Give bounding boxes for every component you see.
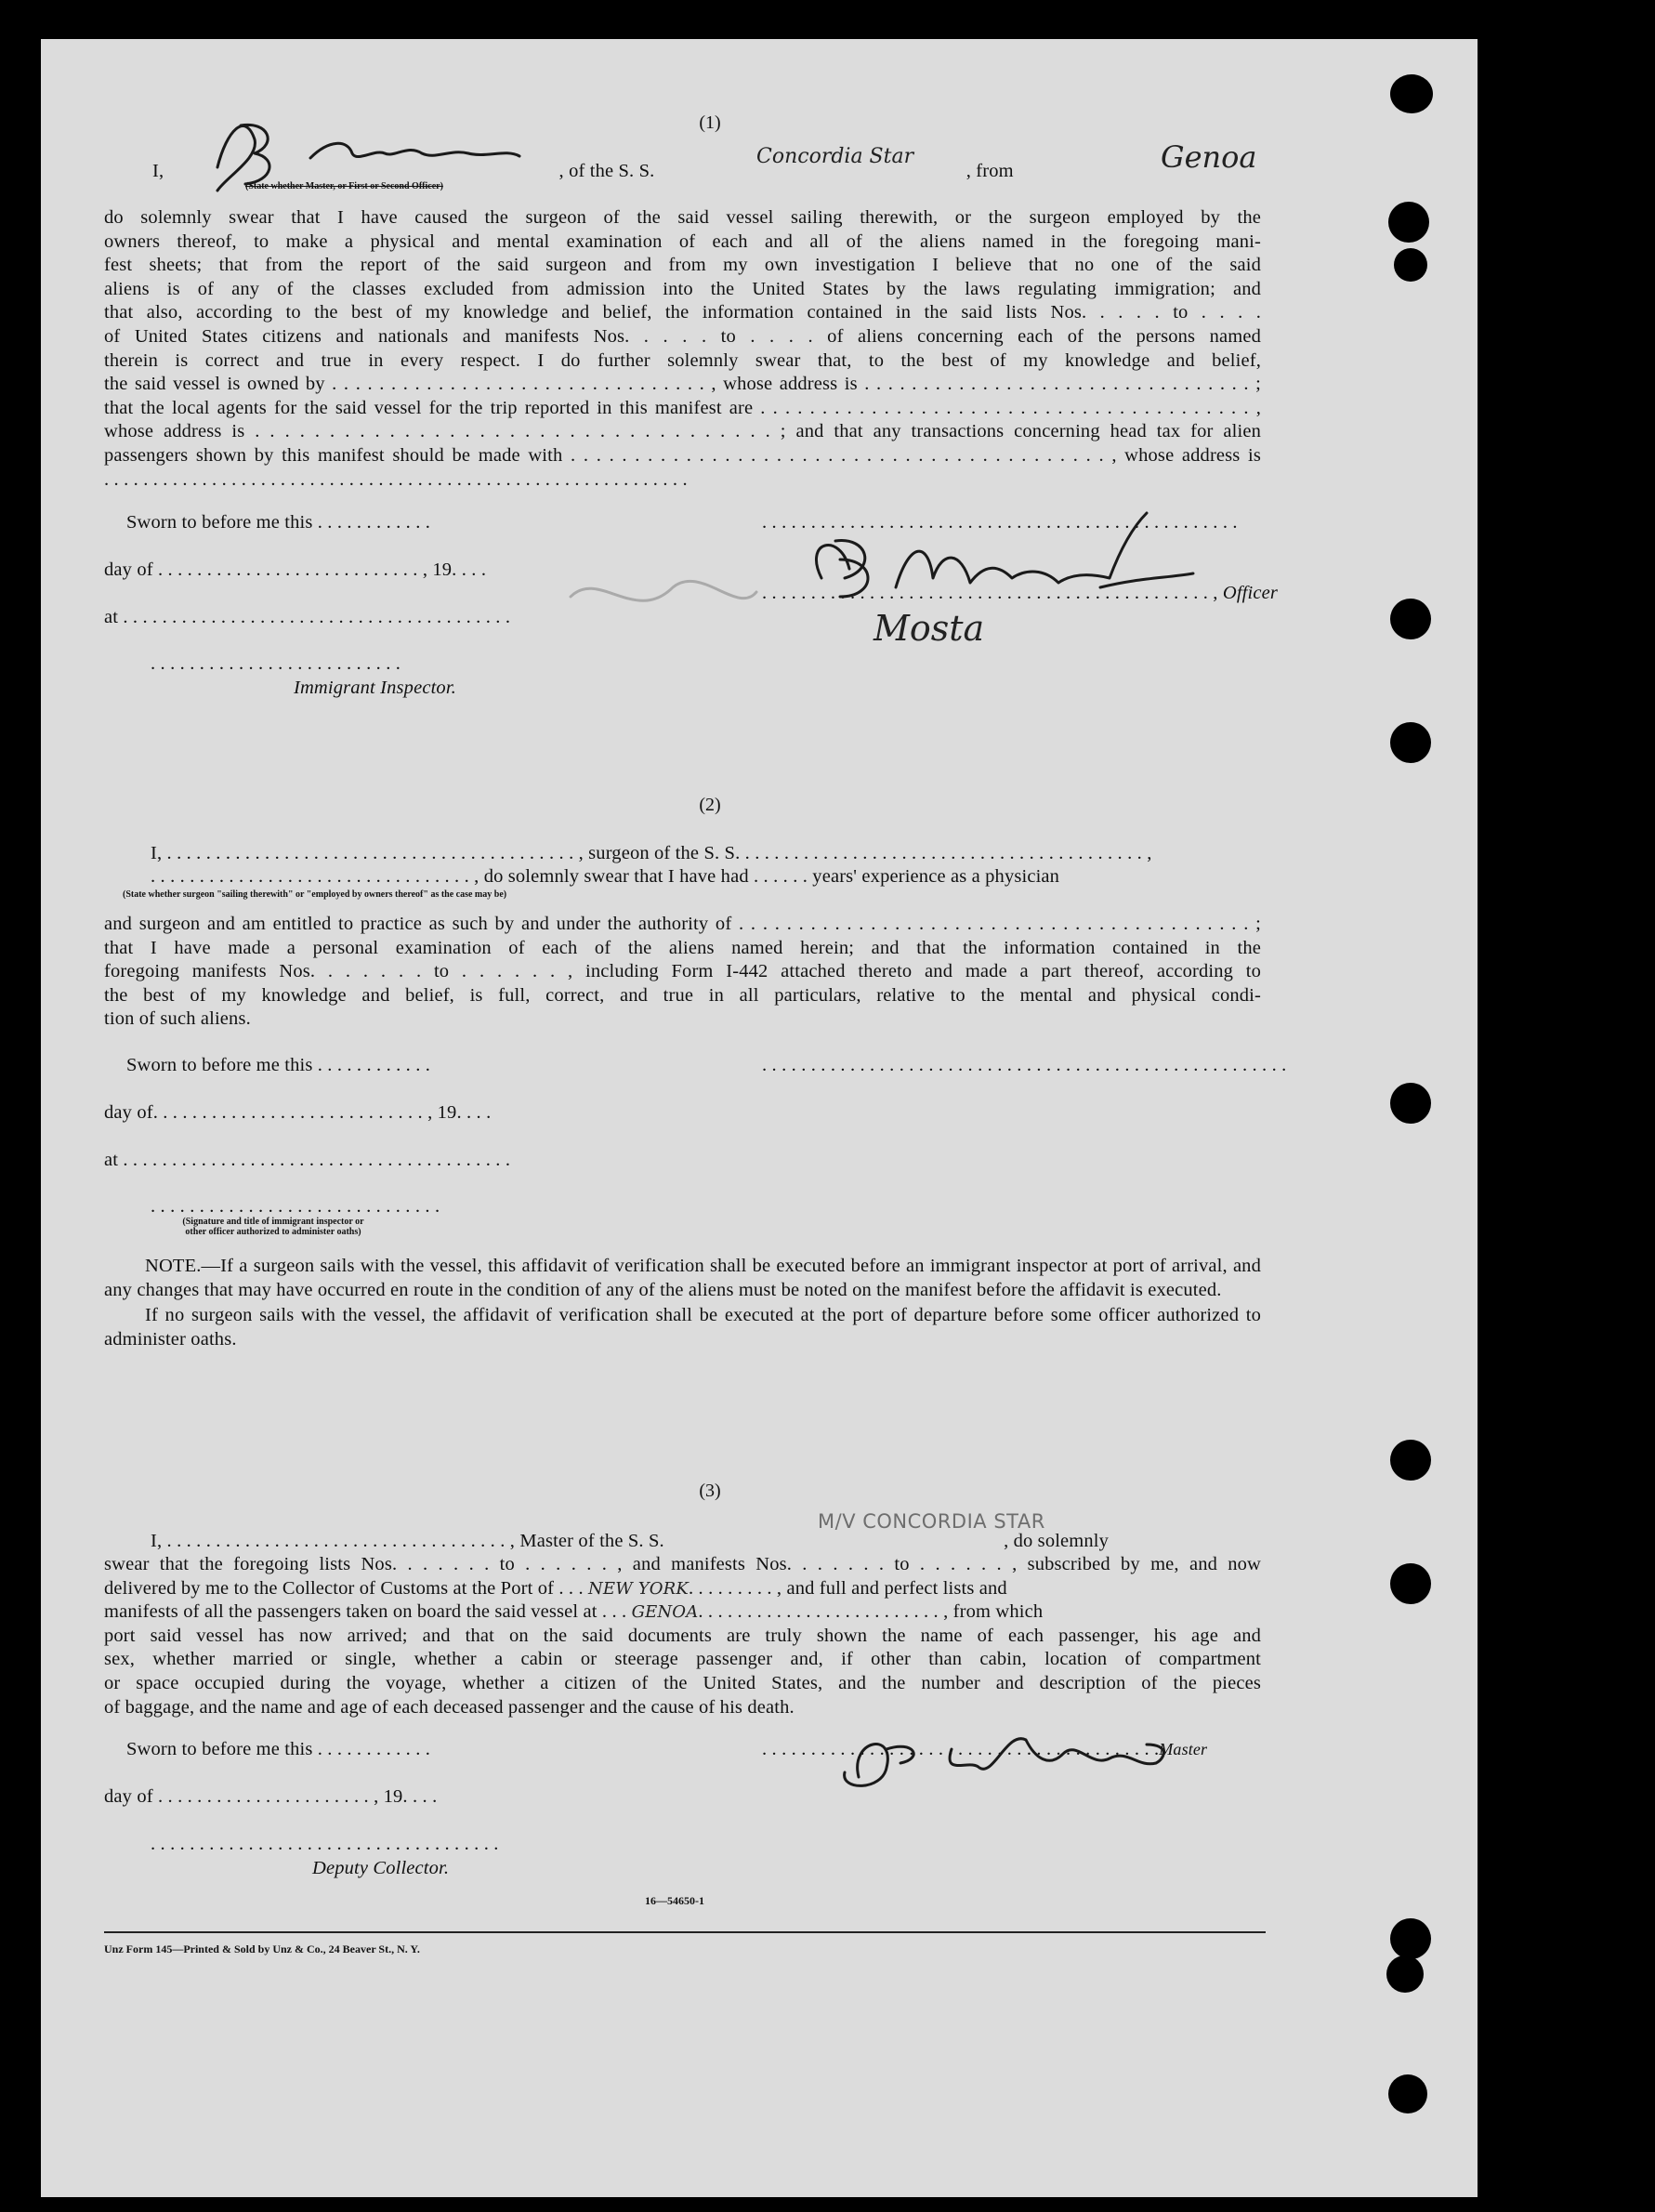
s1-inspector-title: Immigrant Inspector. bbox=[294, 678, 456, 698]
s1-officer-dots: . . . . . . . . . . . . . . . . . . . . . . . . . . . . . . . . . . . . . . . . . . . . . . , bbox=[762, 583, 1223, 603]
s3-day-line: day of . . . . . . . . . . . . . . . . . . . . . . , 19. . . . bbox=[104, 1786, 438, 1807]
s1-master-signature-top bbox=[190, 102, 608, 204]
s1-officer-rank-handwriting: Mosta bbox=[873, 608, 985, 649]
s3-collector-dots: . . . . . . . . . . . . . . . . . . . . . . . . . . . . . . . . . . . . bbox=[151, 1834, 499, 1854]
s3-line-4 bbox=[104, 1600, 1261, 1625]
binder-hole-3 bbox=[1394, 248, 1427, 282]
s3-port-handwriting: NEW YORK bbox=[588, 1578, 689, 1599]
s3-body-line-3: or space occupied during the voyage, whether a citizen of the United States, and the number and description of the pieces bbox=[104, 1672, 1261, 1693]
binder-hole-10 bbox=[1386, 1955, 1424, 1993]
s1-inspector-dots: . . . . . . . . . . . . . . . . . . . . . . . . . . bbox=[151, 653, 401, 674]
s2-sig-dots: . . . . . . . . . . . . . . . . . . . . . . . . . . . . . . . . . . . . . . . . . . . . . . . . . . . . . . bbox=[762, 1055, 1287, 1075]
s2-body-line-4: the best of my knowledge and belief, is full, correct, and true in all particulars, relative to the mental and physical condi- bbox=[104, 984, 1261, 1006]
section-3-body bbox=[104, 1553, 1261, 1719]
s3-master-dots: . . . . . . . . . . . . . . . . . . . . . . . . . . . . . . . . . . . . . . . . . bbox=[762, 1739, 1160, 1759]
s2-note-p1: NOTE.—If a surgeon sails with the vessel, this affidavit of verification shall be executed before an immigrant inspector at port of arrival, and any changes that may have occurred en route in the condition of any of the aliens must be noted on the manifest before the affidavit is executed. bbox=[104, 1256, 1261, 1300]
s2-line-2: . . . . . . . . . . . . . . . . . . . . . . . . . . . . . . . . . , do solemnly swear that I have had . . . . . . years' experience as a physician bbox=[151, 866, 1060, 887]
s3-line-3 bbox=[104, 1577, 1261, 1601]
section-3-number: (3) bbox=[699, 1481, 721, 1501]
s2-line-1: I, . . . . . . . . . . . . . . . . . . . . . . . . . . . . . . . . . . . . . . . . . . , surgeon of the S. S. . . . . . . . . . . . . . . . . . . . . . . . . . . . . . . . . . . . . . . . . . , bbox=[151, 843, 1152, 863]
binder-hole-4 bbox=[1390, 599, 1431, 639]
section-1-of-ss-label: , of the S. S. bbox=[558, 161, 660, 181]
s1-line-7: therein is correct and true in every respect. I do further solemnly swear that, to the best of my knowledge and belief, bbox=[104, 349, 1261, 371]
s2-body-line-5: tion of such aliens. bbox=[104, 1008, 251, 1030]
s3-line-1 bbox=[151, 1530, 1109, 1554]
s3-body-line-4: of baggage, and the name and age of each deceased passenger and the cause of his death. bbox=[104, 1696, 795, 1718]
s2-body-line-2: that I have made a personal examination of each of the aliens named herein; and that the information contained in the bbox=[104, 937, 1261, 958]
binder-hole-9 bbox=[1390, 1918, 1431, 1959]
s1-line-10: whose address is . . . . . . . . . . . . . . . . . . . . . . . . . . . . . . . . . . . ; and that any transactions concerning head tax for alien bbox=[104, 421, 1261, 442]
s1-line-3: fest sheets; that from the report of the said surgeon and from my own investigation I believe that no one of the said bbox=[104, 255, 1261, 276]
section-1-from-handwriting: Genoa bbox=[1161, 139, 1257, 175]
binder-hole-5 bbox=[1390, 722, 1431, 763]
s3-ship-stamp: M/V CONCORDIA STAR bbox=[818, 1510, 1045, 1533]
manifest-affidavit-page bbox=[41, 39, 1478, 2197]
s3-line-1-c: , do solemnly bbox=[1004, 1531, 1110, 1551]
s1-officer-signature bbox=[747, 485, 1268, 625]
s2-surgeon-note: (State whether surgeon "sailing therewith" or "employed by owners thereof" as the case may be) bbox=[123, 889, 507, 900]
section-2-number: (2) bbox=[699, 795, 721, 815]
s3-line-4-b: . . . . . . . . . . . . . . . . . . . . . . . . . , from which bbox=[698, 1601, 1044, 1623]
s1-day-line: day of . . . . . . . . . . . . . . . . . . . . . . . . . . . , 19. . . . bbox=[104, 560, 487, 580]
s1-bleed-through bbox=[561, 560, 766, 634]
s1-line-11: passengers shown by this manifest should be made with . . . . . . . . . . . . . . . . . . . . . . . . . . . . . . . . . . . . . . . . . . , whose address is bbox=[104, 444, 1261, 466]
section-1-from-label: , from bbox=[965, 161, 1014, 181]
section-2-body bbox=[104, 913, 1261, 1032]
s3-line-2: swear that the foregoing lists Nos. . . . . . . to . . . . . . , and manifests Nos. . . . . . . to . . . . . . , subscribed by me, and now bbox=[104, 1554, 1261, 1574]
s1-line-4: aliens is of any of the classes excluded from admission into the United States by the laws regulating immigration; and bbox=[104, 278, 1261, 299]
section-1-i-label: I, bbox=[152, 161, 169, 181]
s3-collector-title: Deputy Collector. bbox=[312, 1858, 450, 1878]
s2-at-line: at . . . . . . . . . . . . . . . . . . . . . . . . . . . . . . . . . . . . . . . . bbox=[104, 1150, 511, 1170]
s1-line-6: of United States citizens and nationals and manifests Nos. . . . . to . . . . of aliens concerning each of the persons named bbox=[104, 325, 1261, 347]
s2-note-p2: If no surgeon sails with the vessel, the affidavit of verification shall be executed at the port of departure before some officer authorized to administer oaths. bbox=[104, 1305, 1261, 1350]
section-1-ship-handwriting: Concordia Star bbox=[756, 145, 914, 168]
s3-body-line-1: port said vessel has now arrived; and that on the said documents are truly shown the name of each passenger, his age and bbox=[104, 1625, 1261, 1646]
s3-sworn-line: Sworn to before me this . . . . . . . . . . . . bbox=[126, 1739, 431, 1759]
section-1-officer-note: (State whether Master, or First or Second Officer) bbox=[245, 181, 443, 191]
binder-hole-6 bbox=[1390, 1083, 1431, 1124]
section-1-number: (1) bbox=[699, 112, 721, 133]
s2-note-block bbox=[104, 1255, 1261, 1351]
binder-hole-11 bbox=[1388, 2074, 1427, 2113]
s1-sworn-line: Sworn to before me this . . . . . . . . . . . . bbox=[126, 512, 431, 533]
s3-line-3-b: . . . . . . . . . , and full and perfect lists and bbox=[688, 1577, 1007, 1599]
s1-officer-dots-top: . . . . . . . . . . . . . . . . . . . . . . . . . . . . . . . . . . . . . . . . . . . . . . . . . bbox=[762, 512, 1238, 533]
s2-day-line: day of. . . . . . . . . . . . . . . . . . . . . . . . . . . . , 19. . . . bbox=[104, 1102, 492, 1123]
s3-master-label: Master bbox=[1159, 1740, 1208, 1758]
s1-line-1: do solemnly swear that I have caused the surgeon of the said vessel sailing therewith, or the surgeon employed by the bbox=[104, 207, 1261, 228]
s3-master-signature bbox=[812, 1703, 1240, 1805]
s1-line-2: owners thereof, to make a physical and mental examination of each and all of the aliens named in the foregoing mani- bbox=[104, 230, 1261, 252]
binder-hole-2 bbox=[1388, 202, 1429, 243]
s1-officer-label: Officer bbox=[1222, 583, 1278, 603]
binder-hole-8 bbox=[1390, 1563, 1431, 1604]
s1-line-5: that also, according to the best of my knowledge and belief, the information contained in the said lists Nos. . . . . to . . . . bbox=[104, 302, 1261, 323]
s2-sworn-line: Sworn to before me this . . . . . . . . . . . . bbox=[126, 1055, 431, 1075]
s3-line-1-a: I, . . . . . . . . . . . . . . . . . . . . . . . . . . . . . . . . . . . , Master of the S. S. bbox=[151, 1531, 670, 1551]
s1-line-9: that the local agents for the said vessel for the trip reported in this manifest are . . . . . . . . . . . . . . . . . . . . . . . . . . . . . . . . . . . . . . . . , bbox=[104, 397, 1261, 418]
binder-hole-7 bbox=[1390, 1440, 1431, 1481]
section-1-body bbox=[104, 206, 1261, 492]
s3-line-3-a: delivered by me to the Collector of Customs at the Port of . . . bbox=[104, 1577, 589, 1599]
s2-body-line-3: foregoing manifests Nos. . . . . . . to . . . . . . , including Form I-442 attached thereto and made a part thereof, according to bbox=[104, 961, 1261, 982]
s1-at-line: at . . . . . . . . . . . . . . . . . . . . . . . . . . . . . . . . . . . . . . . . bbox=[104, 607, 511, 627]
footer-rule bbox=[104, 1931, 1266, 1933]
s3-line-4-a: manifests of all the passengers taken on board the said vessel at . . . bbox=[104, 1601, 632, 1623]
s2-inspector-dots: . . . . . . . . . . . . . . . . . . . . . . . . . . . . . . bbox=[151, 1196, 440, 1217]
s1-line-8: the said vessel is owned by . . . . . . . . . . . . . . . . . . . . . . . . . . . . . . . . , whose address is . . . . . . . . . . . . . . . . . . . . . . . . . . . . . . . . . ; bbox=[104, 374, 1261, 395]
s3-form-code: 16—54650-1 bbox=[645, 1894, 704, 1907]
s3-from-handwriting: GENOA bbox=[631, 1602, 699, 1623]
footer-printer: Unz Form 145—Printed & Sold by Unz & Co., 24 Beaver St., N. Y. bbox=[104, 1942, 420, 1955]
s1-line-12: . . . . . . . . . . . . . . . . . . . . . . . . . . . . . . . . . . . . . . . . . . . . . . . . . . . . . . . . . . . . bbox=[104, 468, 688, 490]
s2-inspector-note: (Signature and title of immigrant inspector or other officer authorized to administer oaths) bbox=[182, 1217, 364, 1237]
binder-hole-1 bbox=[1390, 74, 1433, 113]
s3-body-line-2: sex, whether married or single, whether a cabin or steerage passenger and, if other than cabin, location of compartment bbox=[104, 1649, 1261, 1670]
s2-body-line-1: and surgeon and am entitled to practice as such by and under the authority of . . . . . . . . . . . . . . . . . . . . . . . . . . . . . . . . . . . . . . . . . . . ; bbox=[104, 914, 1261, 934]
